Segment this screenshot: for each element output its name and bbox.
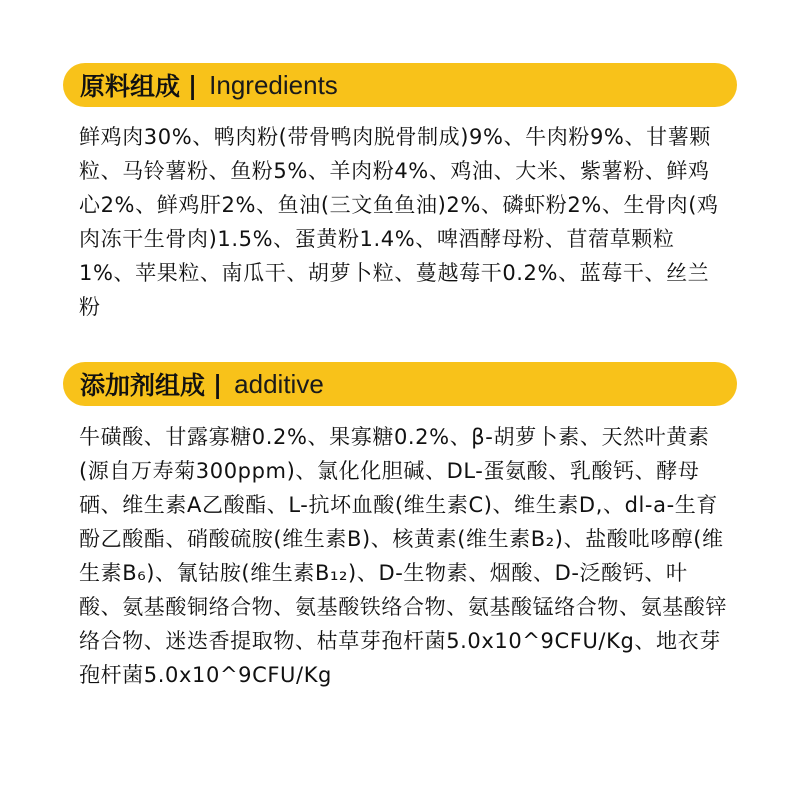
additive-list-text: 牛磺酸、甘露寡糖0.2%、果寡糖0.2%、β-胡萝卜素、天然叶黄素(源自万寿菊300ppm)、氯化化胆碱、DL-蛋氨酸、乳酸钙、酵母硒、维生素A乙酸酯、L-抗坏血酸(维生素C)、维生素D,、dl-a-生育酚乙酸酯、硝酸硫胺(维生素B)、核黄素(维生素B₂)、盐酸吡哆醇(维生素B₆)、氰钴胺(维生素B₁₂)、D-生物素、烟酸、D-泛酸钙、叶酸、氨基酸铜络合物、氨基酸铁络合物、氨基酸锰络合物、氨基酸锌络合物、迷迭香提取物、枯草芽孢杆菌5.0x10^9CFU/Kg、地衣芽孢杆菌5.0x10^9CFU/Kg (79, 425, 727, 687)
ingredients-header (63, 63, 737, 107)
ingredients-title-cn: 原料组成 (80, 72, 181, 101)
ingredients-title-en: Ingredients (209, 69, 338, 100)
additive-title-separator: | (213, 369, 223, 399)
additive-title-en: additive (234, 368, 324, 399)
additive-title-cn: 添加剂组成 (80, 371, 206, 400)
ingredients-title-separator: | (188, 70, 198, 100)
additive-header (63, 362, 737, 406)
ingredients-list-text: 鲜鸡肉30%、鸭肉粉(带骨鸭肉脱骨制成)9%、牛肉粉9%、甘薯颗粒、马铃薯粉、鱼粉5%、羊肉粉4%、鸡油、大米、紫薯粉、鲜鸡心2%、鲜鸡肝2%、鱼油(三文鱼鱼油)2%、磷虾粉2%、生骨肉(鸡肉冻干生骨肉)1.5%、蛋黄粉1.4%、啤酒酵母粉、苜蓿草颗粒1%、苹果粒、南瓜干、胡萝卜粒、蔓越莓干0.2%、蓝莓干、丝兰粉 (79, 125, 719, 319)
